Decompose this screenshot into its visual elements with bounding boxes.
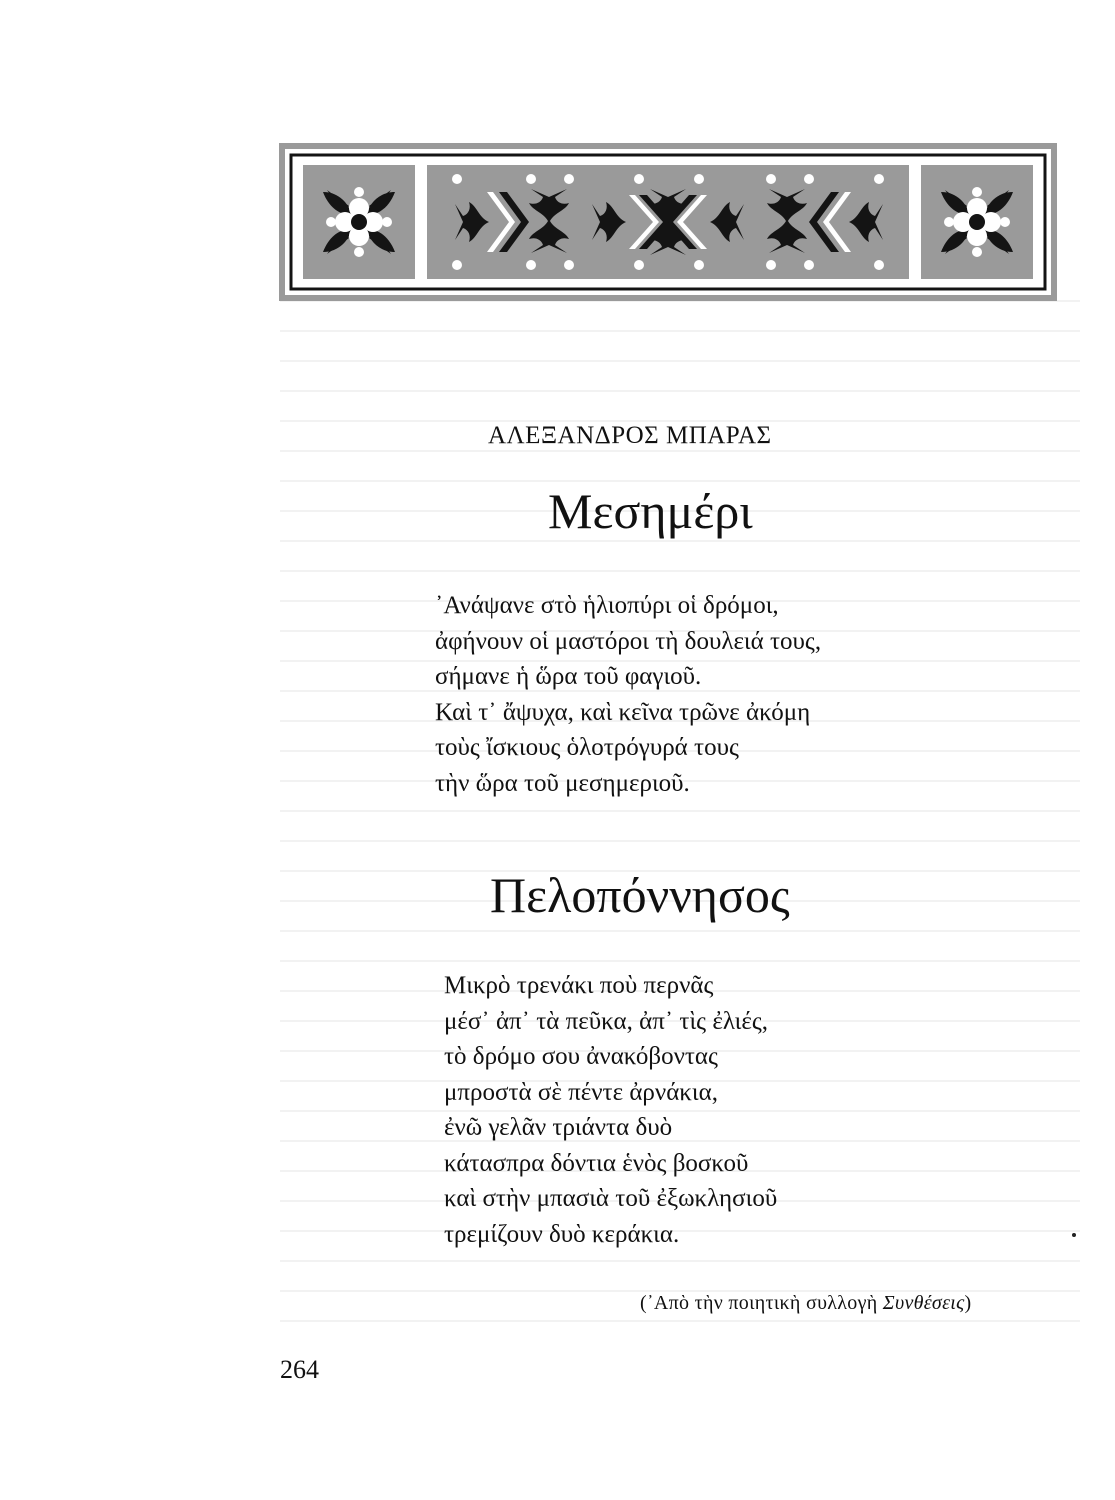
margin-speck xyxy=(1072,1233,1076,1237)
poem-line: Καὶ τ᾿ ἄψυχα, καὶ κεῖνα τρῶνε ἀκόμη xyxy=(435,698,811,726)
source-book-title: Συνθέσεις xyxy=(882,1292,965,1314)
poem-line: ἐνῶ γελᾶν τριάντα δυὸ xyxy=(444,1114,673,1141)
poem-line: τοὺς ἴσκιους ὁλοτρόγυρά τους xyxy=(435,734,739,761)
poem-body-peloponnisos xyxy=(444,968,777,1252)
poem-title-mesimeri: Μεσημέρι xyxy=(548,483,753,539)
poem-line: τρεμίζουν δυὸ κεράκια. xyxy=(444,1220,680,1248)
poem-line: μπροστὰ σὲ πέντε ἀρνάκια, xyxy=(444,1078,718,1106)
source-citation xyxy=(640,1292,972,1315)
source-prefix: (᾿Απὸ τὴν ποιητικὴ συλλογὴ xyxy=(640,1292,883,1314)
poem-title-peloponnisos: Πελοπόννησος xyxy=(490,867,790,923)
poem-line: ᾿Ανάψανε στὸ ἡλιοπύρι οἱ δρόμοι, xyxy=(435,592,779,619)
poem-line: σήμανε ἡ ὥρα τοῦ φαγιοῦ. xyxy=(435,663,702,690)
author-name: ΑΛΕΞΑΝΔΡΟΣ ΜΠΑΡΑΣ xyxy=(488,422,772,449)
poem-line: Μικρὸ τρενάκι ποὺ περνᾶς xyxy=(444,972,714,999)
poem-line: τὸ δρόμο σου ἀνακόβοντας xyxy=(444,1043,718,1070)
floral-ornament-band xyxy=(279,143,1057,301)
poem-body-mesimeri xyxy=(435,588,821,801)
page-number: 264 xyxy=(280,1355,319,1384)
poem-line: καὶ στὴν μπασιὰ τοῦ ἐξωκλησιοῦ xyxy=(444,1185,778,1212)
source-suffix: ) xyxy=(964,1292,972,1314)
poem-line: κάτασπρα δόντια ἑνὸς βοσκοῦ xyxy=(444,1149,749,1177)
poem-line: τὴν ὥρα τοῦ μεσημεριοῦ. xyxy=(435,769,690,797)
poem-line: ἀφήνουν οἱ μαστόροι τὴ δουλειά τους, xyxy=(435,627,822,655)
poem-line: μέσ᾿ ἀπ᾿ τὰ πεῦκα, ἀπ᾿ τὶς ἐλιές, xyxy=(444,1007,769,1035)
